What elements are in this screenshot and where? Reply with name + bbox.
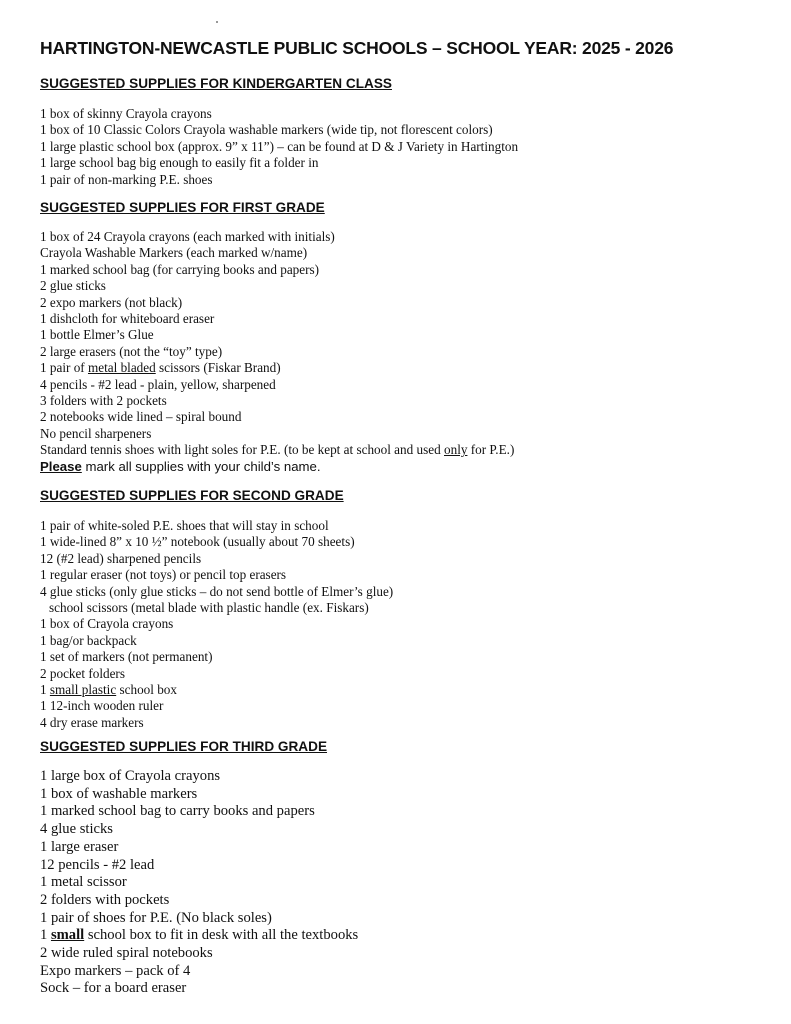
item-emphasis: small plastic <box>49 682 117 698</box>
third-grade-heading: SUGGESTED SUPPLIES FOR THIRD GRADE <box>40 739 328 754</box>
list-item: Sock – for a board eraser <box>40 980 187 997</box>
item-text: school box <box>116 682 177 698</box>
list-item: 2 expo markers (not black) <box>40 294 183 310</box>
list-item: 1 metal scissor <box>40 874 127 891</box>
label-note <box>40 459 514 475</box>
list-item: 1 marked school bag to carry books and papers <box>40 803 315 820</box>
list-item: 1 marked school bag (for carrying books and papers) <box>40 261 320 277</box>
item-text: for P.E.) <box>467 442 515 458</box>
list-item: 1 wide-lined 8” x 10 ½” notebook (usually about 70 sheets) <box>40 534 355 550</box>
list-item-shoes <box>40 442 514 458</box>
list-item-school-box <box>40 927 358 945</box>
scan-speck <box>216 21 218 23</box>
list-item: 4 glue sticks (only glue sticks – do not send bottle of Elmer’s glue) <box>40 583 394 599</box>
list-item: 2 folders with pockets <box>40 891 170 908</box>
second-grade-heading: SUGGESTED SUPPLIES FOR SECOND GRADE <box>40 488 344 503</box>
list-item: 1 pair of white-soled P.E. shoes that will stay in school <box>40 518 329 533</box>
list-item: 1 box of 24 Crayola crayons (each marked with initials) <box>40 229 335 244</box>
list-item: 12 pencils - #2 lead <box>40 856 155 873</box>
list-item: 1 large eraser <box>40 838 119 855</box>
item-text: Standard tennis shoes with light soles for P.E. (to be kept at school and used <box>40 442 444 458</box>
list-item: 1 pair of non-marking P.E. shoes <box>40 171 213 187</box>
list-item: 1 large school bag big enough to easily fit a folder in <box>40 155 319 171</box>
list-item: 1 dishcloth for whiteboard eraser <box>40 311 215 327</box>
list-item: school scissors (metal blade with plastic handle (ex. Fiskars) <box>49 600 369 616</box>
list-item: 2 notebooks wide lined – spiral bound <box>40 409 242 425</box>
list-item: 1 box of Crayola crayons <box>40 616 174 632</box>
list-item: 4 dry erase markers <box>40 714 144 730</box>
kindergarten-list <box>40 106 518 188</box>
item-text: school box to fit in desk with all the textbooks <box>84 927 359 944</box>
list-item: No pencil sharpeners <box>40 425 152 441</box>
note-text: mark all supplies with your child’s name. <box>81 458 321 474</box>
third-grade-list <box>40 768 358 998</box>
list-item: Crayola Washable Markers (each marked w/name) <box>40 245 308 261</box>
item-text: scissors (Fiskar Brand) <box>155 360 281 376</box>
list-item: 1 bag/or backpack <box>40 632 137 648</box>
first-grade-heading: SUGGESTED SUPPLIES FOR FIRST GRADE <box>40 200 325 215</box>
item-text: 1 <box>40 682 50 698</box>
note-emphasis: Please <box>40 458 82 474</box>
list-item: 4 pencils - #2 lead - plain, yellow, sharpened <box>40 376 276 392</box>
list-item: 3 folders with 2 pockets <box>40 393 167 409</box>
list-item: 1 box of 10 Classic Colors Crayola washable markers (wide tip, not florescent colors) <box>40 122 493 138</box>
list-item: 2 wide ruled spiral notebooks <box>40 945 213 962</box>
list-item: 1 pair of shoes for P.E. (No black soles) <box>40 909 272 926</box>
list-item: 1 bottle Elmer’s Glue <box>40 327 154 343</box>
list-item: Expo markers – pack of 4 <box>40 962 191 979</box>
item-text: 1 pair of <box>40 360 88 376</box>
list-item: 1 large box of Crayola crayons <box>40 768 221 784</box>
list-item: 2 pocket folders <box>40 665 125 681</box>
page-title: HARTINGTON-NEWCASTLE PUBLIC SCHOOLS – SCHOOL YEAR: 2025 - 2026 <box>40 38 674 58</box>
list-item-school-box <box>40 682 393 698</box>
item-emphasis: only <box>444 442 468 458</box>
list-item: 4 glue sticks <box>40 821 113 838</box>
item-emphasis: small <box>50 927 85 944</box>
list-item: 1 box of skinny Crayola crayons <box>40 106 212 121</box>
item-text: 1 <box>40 927 51 944</box>
list-item: 2 large erasers (not the “toy” type) <box>40 343 223 359</box>
list-item-scissors <box>40 360 514 376</box>
second-grade-list <box>40 518 393 731</box>
item-emphasis: metal bladed <box>87 360 156 376</box>
kindergarten-heading: SUGGESTED SUPPLIES FOR KINDERGARTEN CLASS <box>40 76 392 91</box>
first-grade-list <box>40 229 514 475</box>
list-item: 12 (#2 lead) sharpened pencils <box>40 550 202 566</box>
list-item: 1 12-inch wooden ruler <box>40 698 164 714</box>
list-item: 2 glue sticks <box>40 278 106 294</box>
list-item: 1 box of washable markers <box>40 785 198 802</box>
list-item: 1 large plastic school box (approx. 9” x 11”) – can be found at D & J Variety in Hartington <box>40 138 519 154</box>
list-item: 1 regular eraser (not toys) or pencil top erasers <box>40 567 287 583</box>
list-item: 1 set of markers (not permanent) <box>40 649 213 665</box>
